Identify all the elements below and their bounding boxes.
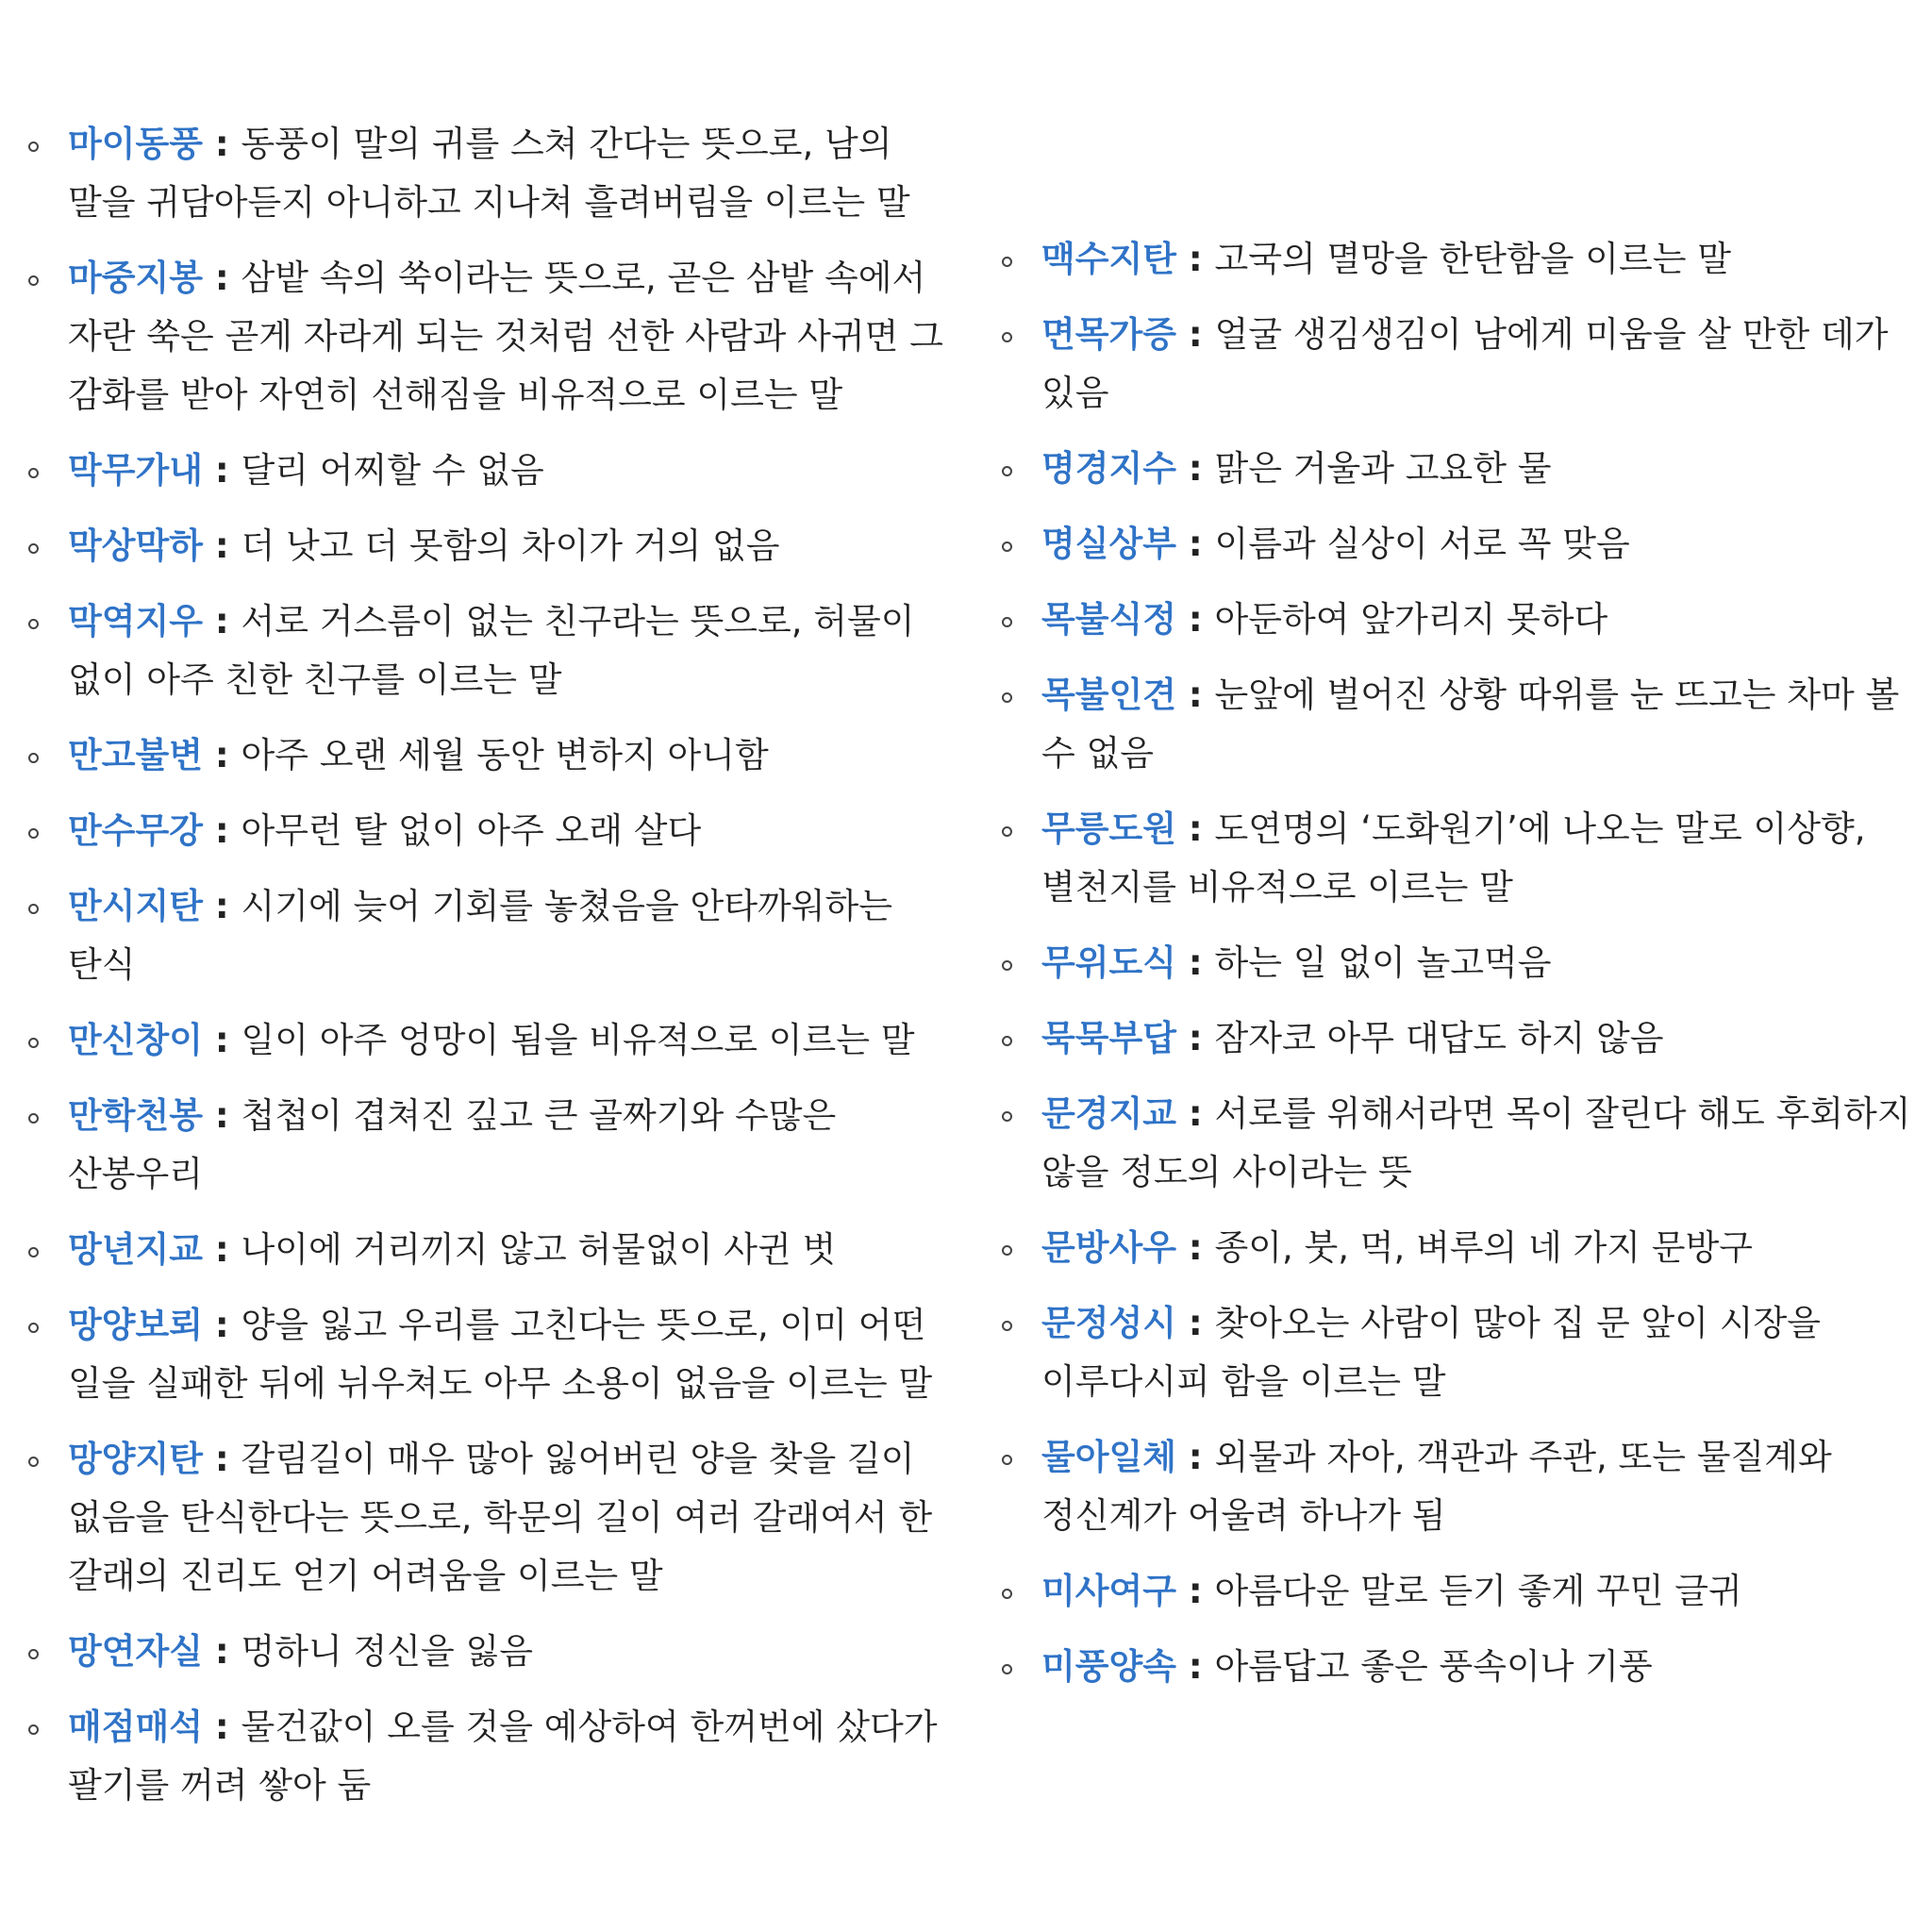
idiom-term-link[interactable]: 무릉도원 [1041, 808, 1176, 849]
term-separator: : [202, 450, 242, 491]
idiom-term-link[interactable]: 마이동풍 [68, 124, 203, 164]
hollow-circle-bullet-icon [28, 1113, 39, 1124]
idiom-definition: 서로 거스름이 없는 친구라는 뜻으로, 허물이 없이 아주 친한 친구를 이르는 말 [68, 601, 915, 700]
idiom-definition: 종이, 붓, 먹, 벼루의 네 가지 문방구 [1214, 1227, 1754, 1268]
idiom-definition: 동풍이 말의 귀를 스쳐 간다는 뜻으로, 남의 말을 귀담아듣지 아니하고 지나쳐 흘려버림을 이르는 말 [68, 124, 910, 223]
idiom-list-item [1041, 1428, 1913, 1545]
idiom-definition: 첩첩이 겹쳐진 깊고 큰 골짜기와 수많은 산봉우리 [68, 1095, 837, 1194]
idiom-definition: 달리 어찌할 수 없음 [241, 450, 544, 491]
hollow-circle-bullet-icon [1002, 466, 1012, 476]
hollow-circle-bullet-icon [28, 275, 39, 286]
idiom-term-link[interactable]: 문경지교 [1041, 1093, 1176, 1134]
idiom-definition: 갈림길이 매우 많아 잃어버린 양을 찾을 길이 없음을 탄식한다는 뜻으로, 학문의 길이 여러 갈래여서 한 갈래의 진리도 얻기 어려움을 이르는 말 [68, 1439, 933, 1596]
hollow-circle-bullet-icon [28, 1323, 39, 1333]
idiom-term-link[interactable]: 목불식정 [1041, 599, 1176, 640]
hollow-circle-bullet-icon [1002, 541, 1012, 552]
term-separator: : [202, 810, 242, 851]
hollow-circle-bullet-icon [1002, 1111, 1012, 1122]
idiom-definition: 아무런 탈 없이 아주 오래 살다 [241, 810, 702, 851]
idiom-term-link[interactable]: 문정성시 [1041, 1303, 1176, 1343]
idiom-term-link[interactable]: 매점매석 [68, 1707, 203, 1747]
term-separator: : [202, 1020, 242, 1060]
idiom-term-link[interactable]: 만시지탄 [68, 886, 203, 926]
term-separator: : [202, 735, 242, 775]
idiom-definition: 고국의 멸망을 한탄함을 이르는 말 [1214, 239, 1731, 279]
idiom-list-item [1041, 591, 1913, 649]
idiom-list-item [68, 441, 951, 500]
hollow-circle-bullet-icon [28, 468, 39, 478]
term-separator: : [202, 1305, 242, 1345]
term-separator: : [1175, 524, 1215, 564]
idiom-term-link[interactable]: 망연자실 [68, 1631, 203, 1672]
idiom-term-link[interactable]: 막무가내 [68, 450, 203, 491]
idiom-list-item [68, 1296, 951, 1413]
idiom-definition: 삼밭 속의 쑥이라는 뜻으로, 곧은 삼밭 속에서 자란 쑥은 곧게 자라게 되는 것처럼 선한 사람과 사귀면 그 감화를 받아 자연히 선해짐을 비유적으로 이르는 말 [68, 258, 943, 415]
idiom-definition: 얼굴 생김생김이 남에게 미움을 살 만한 데가 있음 [1041, 314, 1889, 413]
idiom-list-item [1041, 440, 1913, 498]
idiom-term-link[interactable]: 면목가증 [1041, 314, 1176, 355]
idiom-list-item [68, 1011, 951, 1070]
hollow-circle-bullet-icon [1002, 617, 1012, 627]
term-separator: : [1175, 1018, 1215, 1058]
term-separator: : [1175, 675, 1215, 715]
term-separator: : [202, 1631, 242, 1672]
term-separator: : [1175, 1303, 1215, 1343]
term-separator: : [202, 258, 242, 298]
idiom-definition: 나이에 거리끼지 않고 허물없이 사귄 벗 [241, 1229, 837, 1270]
hollow-circle-bullet-icon [1002, 1321, 1012, 1331]
term-separator: : [1175, 942, 1215, 983]
idiom-definition: 물건값이 오를 것을 예상하여 한꺼번에 샀다가 팔기를 꺼려 쌓아 둠 [68, 1707, 938, 1806]
idiom-term-link[interactable]: 물아일체 [1041, 1437, 1176, 1477]
idiom-definition: 맑은 거울과 고요한 물 [1214, 448, 1552, 489]
term-separator: : [1175, 1093, 1215, 1134]
term-separator: : [202, 1707, 242, 1747]
idiom-term-link[interactable]: 묵묵부답 [1041, 1018, 1176, 1058]
hollow-circle-bullet-icon [28, 1247, 39, 1257]
term-separator: : [202, 601, 242, 641]
hollow-circle-bullet-icon [28, 1649, 39, 1659]
term-separator: : [202, 1095, 242, 1136]
idiom-term-link[interactable]: 미풍양속 [1041, 1646, 1176, 1687]
idiom-list-item [1041, 1219, 1913, 1277]
hollow-circle-bullet-icon [1002, 1664, 1012, 1674]
idiom-term-link[interactable]: 막상막하 [68, 525, 203, 566]
idiom-term-link[interactable]: 목불인견 [1041, 675, 1176, 715]
hollow-circle-bullet-icon [1002, 1245, 1012, 1256]
idiom-term-link[interactable]: 망년지교 [68, 1229, 203, 1270]
idiom-list-item [68, 802, 951, 860]
idiom-term-link[interactable]: 맥수지탄 [1041, 239, 1176, 279]
term-separator: : [1175, 314, 1215, 355]
idiom-term-link[interactable]: 망양보뢰 [68, 1305, 203, 1345]
idiom-term-link[interactable]: 막역지우 [68, 601, 203, 641]
hollow-circle-bullet-icon [1002, 1036, 1012, 1046]
idiom-list-item [1041, 1638, 1913, 1696]
idiom-list-item [1041, 1009, 1913, 1068]
idiom-term-link[interactable]: 무위도식 [1041, 942, 1176, 983]
idiom-term-link[interactable]: 만신창이 [68, 1020, 203, 1060]
hollow-circle-bullet-icon [1002, 1455, 1012, 1465]
idiom-list-item [1041, 515, 1913, 574]
idiom-definition: 잠자코 아무 대답도 하지 않음 [1214, 1018, 1664, 1058]
idiom-term-link[interactable]: 만고불변 [68, 735, 203, 775]
idiom-list-item [1041, 1294, 1913, 1411]
idiom-term-link[interactable]: 만수무강 [68, 810, 203, 851]
hollow-circle-bullet-icon [1002, 332, 1012, 342]
hollow-circle-bullet-icon [28, 828, 39, 839]
idiom-definition: 일이 아주 엉망이 됨을 비유적으로 이르는 말 [241, 1020, 915, 1060]
idiom-list-item [68, 517, 951, 575]
idiom-definition: 찾아오는 사람이 많아 집 문 앞이 시장을 이루다시피 함을 이르는 말 [1041, 1303, 1821, 1402]
idiom-definition: 하는 일 없이 놀고먹음 [1214, 942, 1552, 983]
idiom-list-item [68, 726, 951, 785]
idiom-definition: 도연명의 ‘도화원기’에 나오는 말로 이상향, 별천지를 비유적으로 이르는 말 [1041, 808, 1866, 908]
idiom-list-item [68, 115, 951, 232]
idiom-list-item [1041, 666, 1913, 783]
idiom-term-link[interactable]: 마중지봉 [68, 258, 203, 298]
idiom-list-item [1041, 1562, 1913, 1621]
idiom-definition: 시기에 늦어 기회를 놓쳤음을 안타까워하는 탄식 [68, 886, 892, 985]
idiom-list-item [1041, 800, 1913, 917]
idiom-term-link[interactable]: 망양지탄 [68, 1439, 203, 1479]
term-separator: : [202, 886, 242, 926]
idiom-list-item [68, 249, 951, 425]
hollow-circle-bullet-icon [28, 1038, 39, 1048]
idiom-list-item [1041, 934, 1913, 992]
hollow-circle-bullet-icon [28, 1724, 39, 1735]
idiom-list-item [1041, 306, 1913, 423]
term-separator: : [1175, 1227, 1215, 1268]
idiom-definition: 아름답고 좋은 풍속이나 기풍 [1214, 1646, 1653, 1687]
idiom-definition: 멍하니 정신을 잃음 [241, 1631, 533, 1672]
idiom-term-link[interactable]: 명실상부 [1041, 524, 1176, 564]
idiom-list-item [68, 1087, 951, 1204]
term-separator: : [202, 1439, 242, 1479]
term-separator: : [1175, 448, 1215, 489]
idiom-definition: 아주 오랜 세월 동안 변하지 아니함 [241, 735, 769, 775]
idiom-list-item [68, 1623, 951, 1681]
hollow-circle-bullet-icon [28, 1457, 39, 1467]
idiom-list-item [68, 877, 951, 994]
idiom-definition: 외물과 자아, 객관과 주관, 또는 물질계와 정신계가 어울려 하나가 됨 [1041, 1437, 1832, 1536]
term-separator: : [1175, 808, 1215, 849]
idiom-list-item [68, 1698, 951, 1815]
term-separator: : [202, 1229, 242, 1270]
idiom-definition: 이름과 실상이 서로 꼭 맞음 [1214, 524, 1630, 564]
idiom-definition: 서로를 위해서라면 목이 잘린다 해도 후회하지 않을 정도의 사이라는 뜻 [1041, 1093, 1911, 1192]
hollow-circle-bullet-icon [1002, 826, 1012, 837]
term-separator: : [1175, 239, 1215, 279]
hollow-circle-bullet-icon [28, 543, 39, 554]
idiom-term-link[interactable]: 문방사우 [1041, 1227, 1176, 1268]
idiom-term-link[interactable]: 미사여구 [1041, 1571, 1176, 1611]
idiom-list-item [1041, 230, 1913, 289]
idiom-term-link[interactable]: 만학천봉 [68, 1095, 203, 1136]
idiom-term-link[interactable]: 명경지수 [1041, 448, 1176, 489]
hollow-circle-bullet-icon [28, 753, 39, 763]
idiom-list-item [1041, 1085, 1913, 1202]
term-separator: : [1175, 1646, 1215, 1687]
idiom-definition: 아름다운 말로 듣기 좋게 꾸민 글귀 [1214, 1571, 1742, 1611]
hollow-circle-bullet-icon [1002, 257, 1012, 267]
idiom-list-item [68, 1221, 951, 1279]
idiom-list-item [68, 1430, 951, 1606]
hollow-circle-bullet-icon [1002, 1589, 1012, 1599]
term-separator: : [1175, 1437, 1215, 1477]
hollow-circle-bullet-icon [1002, 960, 1012, 971]
term-separator: : [1175, 1571, 1215, 1611]
idiom-definition: 더 낫고 더 못함의 차이가 거의 없음 [241, 525, 780, 566]
idiom-definition: 양을 잃고 우리를 고친다는 뜻으로, 이미 어떤 일을 실패한 뒤에 뉘우쳐도 아무 소용이 없음을 이르는 말 [68, 1305, 933, 1404]
idiom-list-item [68, 592, 951, 709]
hollow-circle-bullet-icon [28, 904, 39, 914]
idiom-definition: 아둔하여 앞가리지 못하다 [1214, 599, 1608, 640]
hollow-circle-bullet-icon [1002, 692, 1012, 703]
term-separator: : [202, 124, 242, 164]
idiom-definition: 눈앞에 벌어진 상황 따위를 눈 뜨고는 차마 볼 수 없음 [1041, 675, 1900, 774]
hollow-circle-bullet-icon [28, 142, 39, 152]
hollow-circle-bullet-icon [28, 619, 39, 629]
term-separator: : [1175, 599, 1215, 640]
term-separator: : [202, 525, 242, 566]
right-idiom-list [1041, 230, 1913, 1713]
left-idiom-list [68, 115, 951, 1832]
